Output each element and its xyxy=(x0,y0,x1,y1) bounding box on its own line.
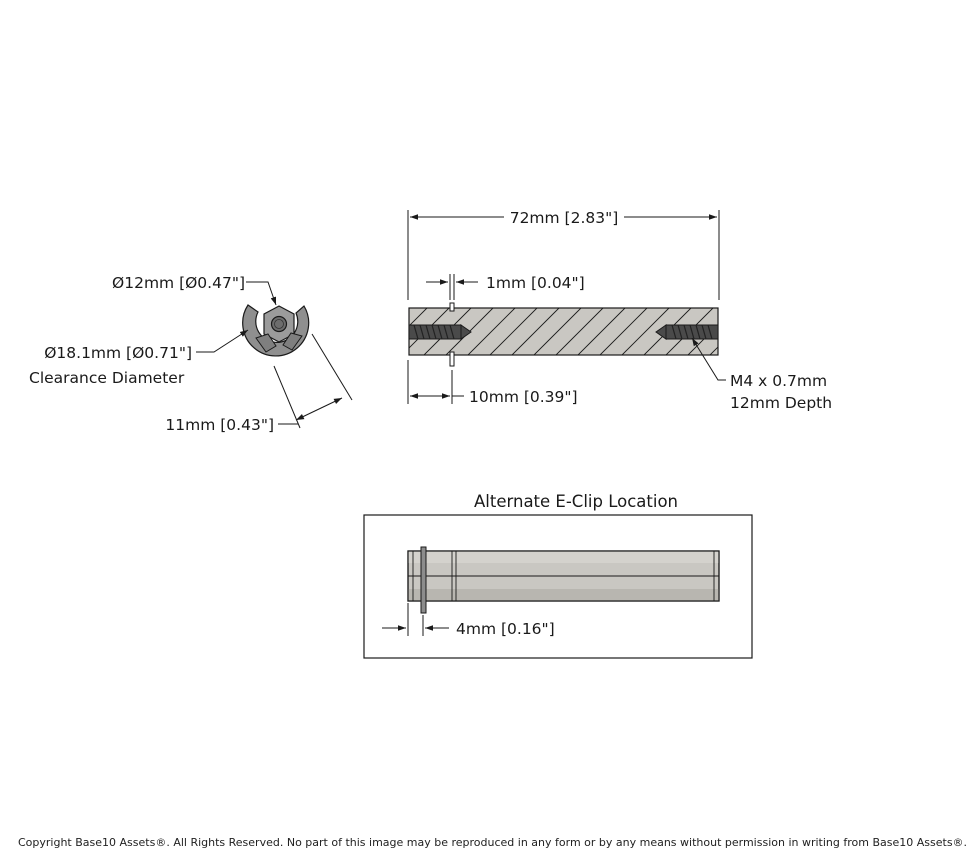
groove-width-label: 1mm [0.04"] xyxy=(486,274,585,292)
inner-diameter-label: Ø12mm [Ø0.47"] xyxy=(112,274,245,292)
overall-length-label: 72mm [2.83"] xyxy=(509,209,619,227)
alternate-clip-view xyxy=(364,492,752,658)
thread-depth-label: 12mm Depth xyxy=(730,394,833,412)
end-view xyxy=(29,274,352,434)
side-section-view xyxy=(380,209,832,412)
hatch-line xyxy=(754,308,801,355)
clearance-diameter-label: Ø18.1mm [Ø0.71"] xyxy=(44,344,192,362)
alternate-offset-label: 4mm [0.16"] xyxy=(456,620,555,638)
tapped-hole xyxy=(272,317,287,332)
thread-label: M4 x 0.7mm xyxy=(730,372,828,390)
groove-offset-label: 10mm [0.39"] xyxy=(469,388,578,406)
e-clip xyxy=(421,547,426,613)
width-label: 11mm [0.43"] xyxy=(165,416,274,434)
hatch-line xyxy=(732,308,779,355)
alternate-title: Alternate E-Clip Location xyxy=(474,492,678,511)
clearance-caption: Clearance Diameter xyxy=(29,369,185,387)
copyright-notice: Copyright Base10 Assets®. All Rights Reserved. No part of this image may be reproduced in any form or by any means without permission in writing from Base10 Assets®. xyxy=(18,836,967,849)
